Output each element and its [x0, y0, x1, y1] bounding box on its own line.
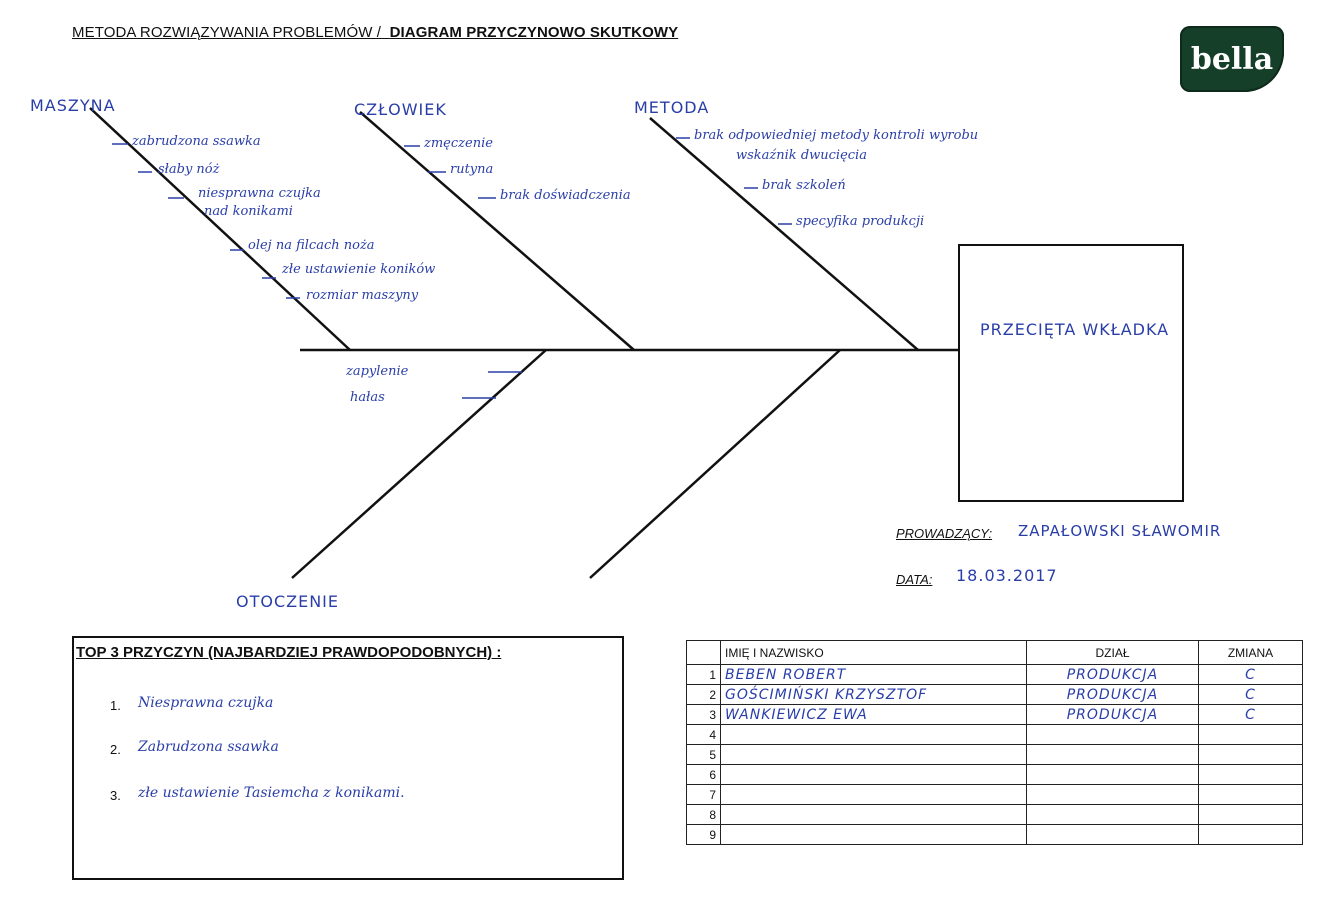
table-row: [687, 685, 1303, 705]
table-row: [687, 725, 1303, 745]
row-dept: [1027, 745, 1199, 765]
row-dept: [1027, 725, 1199, 745]
row-num: 1: [687, 665, 721, 685]
row-shift: [1199, 785, 1303, 805]
table-row: [687, 665, 1303, 685]
row-dept: [1027, 825, 1199, 845]
effect-box: [958, 244, 1184, 502]
effect-text: PRZECIĘTA WKŁADKA: [980, 320, 1170, 339]
team-table: [686, 640, 1303, 845]
row-num: 3: [687, 705, 721, 725]
row-shift: [1199, 745, 1303, 765]
row-dept: [1027, 785, 1199, 805]
cause-item: brak odpowiedniej metody kontroli wyrobu: [694, 128, 979, 143]
table-row: [687, 785, 1303, 805]
category-otoczenie: OTOCZENIE: [236, 592, 339, 611]
cause-item: słaby nóż: [158, 162, 220, 177]
cause-item: nad konikami: [204, 204, 293, 219]
team-header-row: [687, 641, 1303, 665]
row-name: [721, 805, 1027, 825]
top3-panel: [72, 636, 624, 880]
row-num: 6: [687, 765, 721, 785]
header-name: IMIĘ I NAZWISKO: [721, 641, 1027, 665]
table-row: [687, 745, 1303, 765]
table-row: [687, 705, 1303, 725]
row-name: [721, 765, 1027, 785]
row-name: [721, 745, 1027, 765]
cause-item: specyfika produkcji: [796, 214, 925, 229]
row-shift: [1199, 765, 1303, 785]
row-num: 4: [687, 725, 721, 745]
row-shift: [1199, 725, 1303, 745]
date-label: DATA:: [896, 572, 933, 587]
row-num: 9: [687, 825, 721, 845]
row-num: 8: [687, 805, 721, 825]
cause-item: zmęczenie: [424, 136, 493, 151]
cause-item: niesprawna czujka: [198, 186, 321, 201]
cause-item: rutyna: [450, 162, 494, 177]
row-shift: C: [1199, 685, 1303, 705]
row-name: [721, 825, 1027, 845]
row-num: 7: [687, 785, 721, 805]
date-value: 18.03.2017: [956, 566, 1058, 585]
header-num: [687, 641, 721, 665]
table-row: [687, 805, 1303, 825]
row-dept: [1027, 805, 1199, 825]
row-name: GOŚCIMIŃSKI KRZYSZTOF: [721, 685, 1027, 705]
row-dept: PRODUKCJA: [1027, 705, 1199, 725]
row-name: BEBEN ROBERT: [721, 665, 1027, 685]
table-row: [687, 825, 1303, 845]
cause-item: brak doświadczenia: [500, 188, 631, 203]
row-shift: C: [1199, 705, 1303, 725]
top3-item: [110, 739, 279, 757]
top3-item: [110, 785, 405, 803]
top3-text: złe ustawienie Tasiemcha z konikami.: [138, 785, 405, 801]
row-num: 5: [687, 745, 721, 765]
row-dept: PRODUKCJA: [1027, 665, 1199, 685]
row-shift: [1199, 825, 1303, 845]
leader-label: PROWADZĄCY:: [896, 526, 993, 541]
top3-num: 3.: [110, 788, 121, 803]
table-row: [687, 765, 1303, 785]
cause-item: złe ustawienie koników: [282, 262, 436, 277]
top3-num: 1.: [110, 698, 121, 713]
header-dept: DZIAŁ: [1027, 641, 1199, 665]
cause-item: olej na filcach noża: [248, 238, 375, 253]
cause-item: wskaźnik dwucięcia: [736, 148, 867, 163]
bone-czlowiek: [360, 112, 634, 350]
category-metoda: METODA: [634, 98, 710, 117]
method-label: METODA ROZWIĄZYWANIA PROBLEMÓW /: [72, 24, 382, 41]
row-name: WANKIEWICZ EWA: [721, 705, 1027, 725]
category-czlowiek: CZŁOWIEK: [354, 100, 447, 119]
cause-item: rozmiar maszyny: [306, 288, 419, 303]
bone-otoczenie-1: [292, 350, 546, 578]
diagram-title: DIAGRAM PRZYCZYNOWO SKUTKOWY: [389, 24, 679, 41]
bone-otoczenie-2: [590, 350, 840, 578]
row-num: 2: [687, 685, 721, 705]
leader-value: ZAPAŁOWSKI SŁAWOMIR: [1018, 522, 1222, 540]
brand-logo: bella: [1180, 26, 1284, 92]
top3-text: Niesprawna czujka: [138, 695, 274, 711]
row-dept: PRODUKCJA: [1027, 685, 1199, 705]
header-shift: ZMIANA: [1199, 641, 1303, 665]
category-maszyna: MASZYNA: [30, 96, 116, 115]
cause-item: zabrudzona ssawka: [132, 134, 261, 149]
row-shift: [1199, 805, 1303, 825]
cause-item: hałas: [350, 390, 385, 405]
top3-title: TOP 3 PRZYCZYN (NAJBARDZIEJ PRAWDOPODOBNYCH) :: [76, 644, 502, 661]
top3-text: Zabrudzona ssawka: [138, 739, 279, 755]
top3-num: 2.: [110, 742, 121, 757]
row-name: [721, 785, 1027, 805]
cause-item: zapylenie: [346, 364, 409, 379]
cause-item: brak szkoleń: [762, 178, 846, 193]
top3-item: [110, 695, 274, 713]
row-shift: C: [1199, 665, 1303, 685]
row-dept: [1027, 765, 1199, 785]
row-name: [721, 725, 1027, 745]
